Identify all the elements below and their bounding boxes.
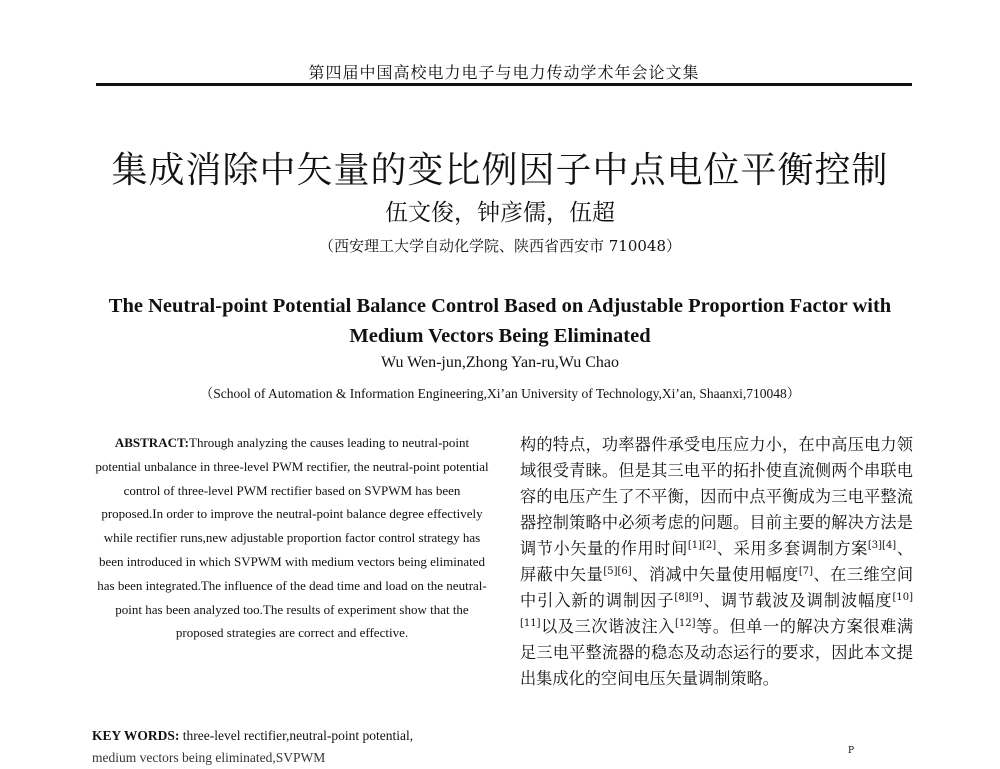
body-sentence: 、在三维空间中引入新的调制因子	[520, 565, 914, 610]
citation-ref: [3][4]	[867, 540, 897, 551]
scan-mark: P	[848, 746, 855, 756]
citation-ref: [7]	[798, 566, 814, 577]
abstract	[92, 431, 492, 645]
affiliation-chinese: （西安理工大学自动化学院、陕西省西安市 710048）	[318, 237, 682, 255]
body-sentence: 以及三次谐波注入	[540, 617, 675, 636]
body-text-chinese	[520, 432, 913, 692]
citation-ref: [12]	[674, 618, 696, 629]
authors-chinese: 伍文俊，钟彦儒，伍超	[385, 200, 615, 226]
abstract-label: ABSTRACT:	[114, 435, 190, 450]
keywords-text-line2: medium vectors being eliminated,SVPWM	[92, 750, 326, 765]
citation-ref: [10][11]	[520, 592, 914, 629]
title-english	[80, 291, 920, 351]
citation-ref: [8][9]	[674, 592, 703, 603]
citation-ref: [5][6]	[603, 566, 632, 577]
body-sentence: 、屏蔽中矢量	[520, 539, 914, 584]
body-sentence: 、消减中矢量使用幅度	[631, 565, 799, 584]
affiliation-english: （School of Automation & Information Engineering,Xi’an University of Technology,Xi’an, Shaanxi,710048）	[199, 386, 801, 401]
keywords-label: KEY WORDS:	[92, 728, 180, 743]
body-sentence: 、采用多套调制方案	[716, 539, 868, 558]
body-sentence: 构的特点，功率器件承受电压应力小，在中高压电力领域很受青睐。但是其三电平的拓扑使直流侧两个串联电容的电压产生了不平衡，因而中点平衡成为三电平整流器控制策略中必须考虑的问题。目前主要的解决方法是调节小矢量的作用时间	[520, 435, 913, 558]
title-english-line2: Medium Vectors Being Eliminated	[349, 325, 651, 347]
title-chinese: 集成消除中矢量的变比例因子中点电位平衡控制	[111, 150, 889, 191]
abstract-text: Through analyzing the causes leading to neutral-point potential unbalance in three-level PWM rectifier, the neutral-point potential control of three-level PWM rectifier based on SVPWM has been proposed.In order to improve the neutral-point balance degree effectively while rectifier runs,new adjustable proportion factor control strategy has been introduced in which SVPWM with medium vectors being eliminated has been integrated.The influence of the dead time and load on the neutral-point has been analyzed too.The results of experiment show that the proposed strategies are correct and effective.	[95, 435, 489, 641]
authors-english: Wu Wen-jun,Zhong Yan-ru,Wu Chao	[381, 354, 619, 371]
title-english-line1: The Neutral-point Potential Balance Control Based on Adjustable Proportion Factor with	[108, 295, 892, 317]
body-sentence: 、调节载波及调制波幅度	[702, 591, 893, 610]
keywords	[92, 725, 492, 769]
keywords-text: three-level rectifier,neutral-point potential,	[182, 728, 414, 743]
running-head: 第四届中国高校电力电子与电力传动学术年会论文集	[308, 63, 700, 82]
citation-ref: [1][2]	[687, 540, 717, 551]
header-rule	[96, 83, 912, 86]
body-sentence: 等。但单一的解决方案很难满足三电平整流器的稳态及动态运行的要求，因此本文提出集成化的空间电压矢量调制策略。	[520, 617, 914, 688]
